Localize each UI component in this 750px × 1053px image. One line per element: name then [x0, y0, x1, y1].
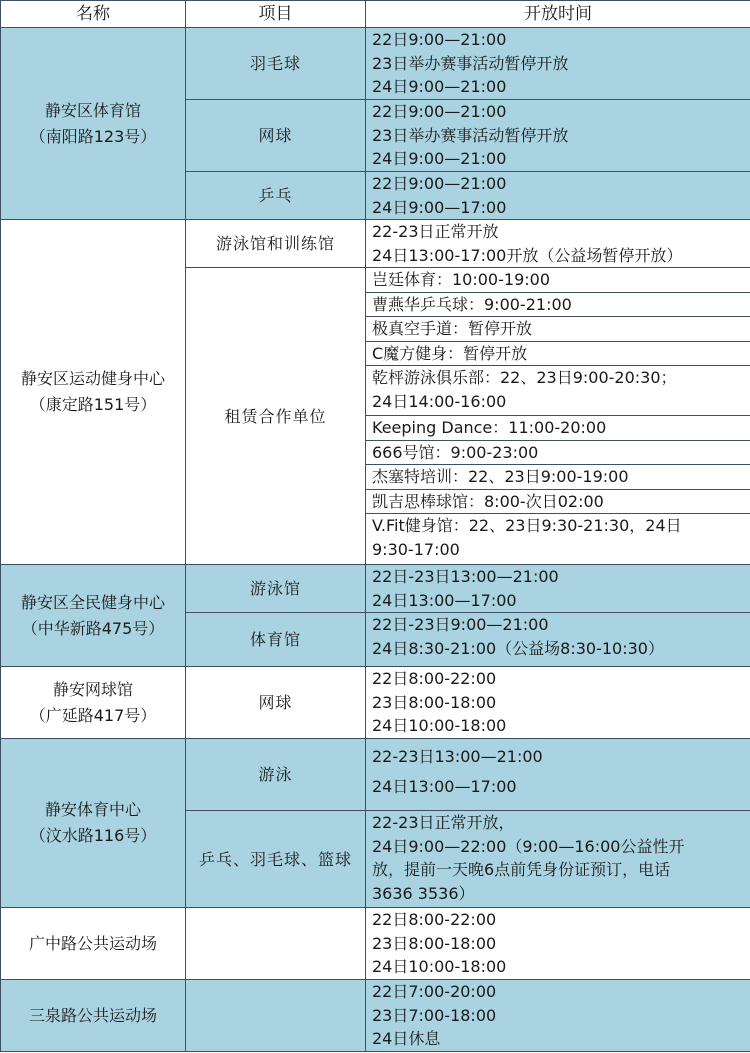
time-line: 9:30-17:00 — [372, 539, 460, 559]
venue-name: 静安网球馆 — [52, 679, 133, 699]
time-cell — [366, 908, 750, 980]
table-row — [1, 28, 750, 100]
time-line: 凯吉思棒球馆：8:00-次日02:00 — [372, 491, 604, 511]
time-cell — [366, 565, 750, 613]
unit-cell — [366, 465, 750, 490]
venue-name-cell — [1, 220, 186, 565]
item-label: 游泳馆 — [186, 565, 366, 613]
unit-cell — [366, 416, 750, 441]
unit-cell — [366, 268, 750, 293]
item-label: 体育馆 — [186, 613, 366, 667]
time-line: 666号馆：9:00-23:00 — [372, 442, 539, 462]
time-line: 24日13:00—17:00 — [372, 590, 517, 610]
venue-name-cell — [1, 980, 186, 1052]
venue-address: （汶水路116号） — [29, 826, 157, 845]
venue-name-cell — [1, 667, 186, 739]
item-label: 租赁合作单位 — [186, 268, 366, 565]
time-line: 极真空手道：暂停开放 — [372, 319, 533, 338]
venue-name-cell — [1, 739, 186, 908]
item-label: 乒乓、羽毛球、篮球 — [186, 811, 366, 908]
time-line: 24日10:00-18:00 — [372, 957, 507, 976]
venue-name: 静安区体育馆 — [44, 100, 141, 120]
time-line: 22日8:00-22:00 — [372, 669, 497, 688]
venue-address: （广延路417号） — [29, 705, 157, 725]
unit-cell — [366, 440, 750, 465]
time-line: 24日9:00—21:00 — [372, 149, 507, 168]
venue-address: （中华新路475号） — [21, 618, 165, 638]
time-cell — [366, 100, 750, 172]
venue-name: 广中路公共运动场 — [28, 933, 157, 953]
time-line: 23日8:00-18:00 — [372, 692, 497, 712]
time-line: 23日举办赛事活动暂停开放 — [372, 53, 569, 73]
time-line: 23日举办赛事活动暂停开放 — [372, 125, 569, 145]
time-line: 22日9:00—21:00 — [372, 174, 507, 193]
time-line: C魔方健身：暂停开放 — [372, 343, 528, 363]
item-label: 网球 — [186, 100, 366, 172]
unit-cell — [366, 366, 750, 416]
time-line: 曹燕华乒乓球：9:00-21:00 — [372, 294, 572, 314]
time-line: 3636 3536） — [372, 883, 475, 903]
time-line: 杰塞特培训：22、23日9:00-19:00 — [372, 467, 629, 486]
time-line: 放，提前一天晚6点前凭身份证预订，电话 — [372, 860, 671, 879]
time-cell — [366, 667, 750, 739]
table-row — [1, 220, 750, 268]
table-row — [1, 908, 750, 980]
unit-cell — [366, 317, 750, 342]
item-label — [186, 908, 366, 980]
time-line: 22-23日正常开放 — [372, 222, 499, 241]
time-line: 22日-23日13:00—21:00 — [372, 567, 559, 586]
item-label — [186, 980, 366, 1052]
venue-name: 静安区全民健身中心 — [20, 592, 165, 612]
time-line: 23日7:00-18:00 — [372, 1005, 497, 1025]
time-cell — [366, 980, 750, 1052]
table-row — [1, 565, 750, 613]
time-line: 岂廷体育：10:00-19:00 — [372, 270, 550, 289]
venue-name: 三泉路公共运动场 — [28, 1005, 157, 1025]
time-line: 23日8:00-18:00 — [372, 933, 497, 953]
unit-cell — [366, 489, 750, 514]
time-cell — [366, 220, 750, 268]
time-line: V.Fit健身馆：22、23日9:30-21:30，24日 — [372, 516, 682, 535]
time-line: 24日9:00—22:00（9:00—16:00公益性开 — [372, 836, 685, 856]
time-cell — [366, 739, 750, 811]
venue-name-cell — [1, 28, 186, 220]
time-line: 24日休息 — [372, 1029, 441, 1048]
venue-name-cell — [1, 565, 186, 667]
time-line: 24日9:00—21:00 — [372, 77, 507, 96]
time-line: 24日10:00-18:00 — [372, 716, 507, 735]
time-line: 24日9:00—17:00 — [372, 197, 507, 217]
time-line: 22日-23日9:00—21:00 — [372, 615, 549, 634]
header-item: 项目 — [186, 1, 366, 28]
header-name: 名称 — [1, 1, 186, 28]
time-line: 22-23日正常开放， — [372, 813, 515, 832]
time-line: 22日8:00-22:00 — [372, 910, 497, 929]
header-row — [1, 1, 750, 28]
time-line: 24日8:30-21:00（公益场8:30-10:30） — [372, 638, 664, 658]
time-line: 24日13:00—17:00 — [372, 777, 517, 796]
venue-name-cell — [1, 908, 186, 980]
time-cell — [366, 172, 750, 220]
time-cell — [366, 811, 750, 908]
header-time: 开放时间 — [366, 1, 750, 28]
time-line: 22日7:00-20:00 — [372, 982, 497, 1001]
time-cell — [366, 613, 750, 667]
time-cell — [366, 28, 750, 100]
item-label: 游泳 — [186, 739, 366, 811]
unit-cell — [366, 514, 750, 565]
item-label: 羽毛球 — [186, 28, 366, 100]
time-line: 24日13:00-17:00开放（公益场暂停开放） — [372, 245, 683, 265]
time-line: 22日9:00—21:00 — [372, 102, 507, 121]
table-row — [1, 980, 750, 1052]
venue-address: （南阳路123号） — [29, 126, 157, 146]
venue-address: （康定路151号） — [29, 395, 157, 414]
table-row — [1, 667, 750, 739]
unit-cell — [366, 292, 750, 317]
time-line: 24日14:00-16:00 — [372, 391, 507, 411]
item-label: 网球 — [186, 667, 366, 739]
item-label: 游泳馆和训练馆 — [186, 220, 366, 268]
time-line: Keeping Dance：11:00-20:00 — [372, 418, 607, 437]
time-line: 22日9:00—21:00 — [372, 30, 507, 49]
time-line: 22-23日13:00—21:00 — [372, 747, 543, 766]
unit-cell — [366, 341, 750, 366]
time-line: 乾枰游泳俱乐部：22、23日9:00-20:30； — [372, 368, 677, 387]
venue-name: 静安体育中心 — [44, 800, 141, 819]
venue-name: 静安区运动健身中心 — [20, 369, 165, 388]
item-label: 乒乓 — [186, 172, 366, 220]
table-row — [1, 739, 750, 811]
